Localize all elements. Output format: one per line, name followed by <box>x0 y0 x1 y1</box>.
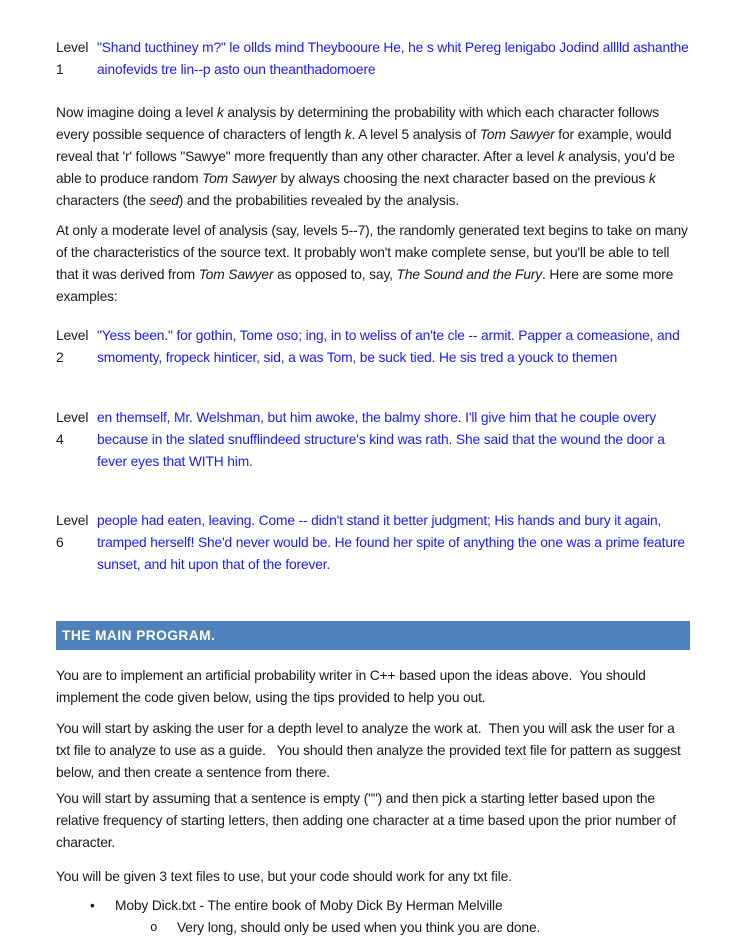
sub-bullet-very-long <box>56 917 690 939</box>
level-2-sample-text: "Yess been." for gothin, Tome oso; ing, in to weliss of an'te cle -- armit. Papper a comeasione, and smomenty, fropeck hinticer, sid, a was Tom, be suck tied. He sis tred a youck to themen <box>97 328 684 365</box>
sub-bullet-very-long-text: Very long, should only be used when you think you are done. <box>177 920 541 935</box>
level-6-label: Level 6 <box>56 513 89 550</box>
level-6-example <box>56 510 690 576</box>
bullet-moby-dick-text: Moby Dick.txt - The entire book of Moby Dick By Herman Melville <box>115 898 503 913</box>
level-4-label: Level 4 <box>56 410 89 447</box>
sub-bullet-o-marker: o <box>150 921 158 935</box>
bullet-moby-dick <box>56 895 690 917</box>
paragraph-implement-writer: You are to implement an artificial probability writer in C++ based upon the ideas above. You should implement the code given below, using the tips provided to help you out. <box>56 668 650 705</box>
bullet-dot-marker: • <box>90 898 95 913</box>
paragraph-three-text-files: You will be given 3 text files to use, but your code should work for any txt file. <box>56 869 512 884</box>
paragraph-ask-depth-level: You will start by asking the user for a depth level to analyze the work at. Then you will ask the user for a txt file to analyze to use as a guide. You should then analyze the provided text file for pattern as suggest below, and then create a sentence from there. <box>56 721 685 780</box>
level-6-sample-text: people had eaten, leaving. Come -- didn't stand it better judgment; His hands and bury it again, tramped herself! She'd never would be. He found her spite of anything the one was a prime feature sunset, and hit upon that of the forever. <box>97 513 689 572</box>
level-1-example <box>56 37 693 81</box>
paragraph-moderate-analysis: At only a moderate level of analysis (say, levels 5--7), the randomly generated text begins to take on many of the characteristics of the source text. It probably won't make complete sense, but you'll be able to tell that it was derived from Tom Sawyer as opposed to, say, The Sound and the Fury. Here are some more examples: <box>56 223 692 304</box>
level-2-example <box>56 325 690 369</box>
section-heading-text: THE MAIN PROGRAM. <box>62 627 216 643</box>
paragraph-empty-sentence: You will start by assuming that a sentence is empty ("") and then pick a starting letter based upon the relative frequency of starting letters, then adding one character at a time based upon the prior number of character. <box>56 791 680 850</box>
level-4-example <box>56 407 690 473</box>
level-2-label: Level 2 <box>56 328 89 365</box>
level-1-sample-text: "Shand tucthiney m?" le ollds mind Theybooure He, he s whit Pereg lenigabo Jodind alllld ashanthe ainofevids tre lin--p asto oun theanthadomoere <box>97 40 693 77</box>
section-heading-bar <box>56 621 690 650</box>
paragraph-level-k-analysis: Now imagine doing a level k analysis by determining the probability with which each character follows every possible sequence of characters of length k. A level 5 analysis of Tom Sawyer for example, would reveal that 'r' follows "Sawye" more frequently than any other character. After a level k analysis, you'd be able to produce random Tom Sawyer by always choosing the next character based on the previous k characters (the seed) and the probabilities revealed by the analysis. <box>56 105 679 208</box>
level-4-sample-text: en themself, Mr. Welshman, but him awoke, the balmy shore. I'll give him that he couple overy because in the slated snufflindeed structure's kind was rath. She said that the wound the door a fever eyes that WITH him. <box>97 410 669 469</box>
level-1-label: Level 1 <box>56 40 89 77</box>
